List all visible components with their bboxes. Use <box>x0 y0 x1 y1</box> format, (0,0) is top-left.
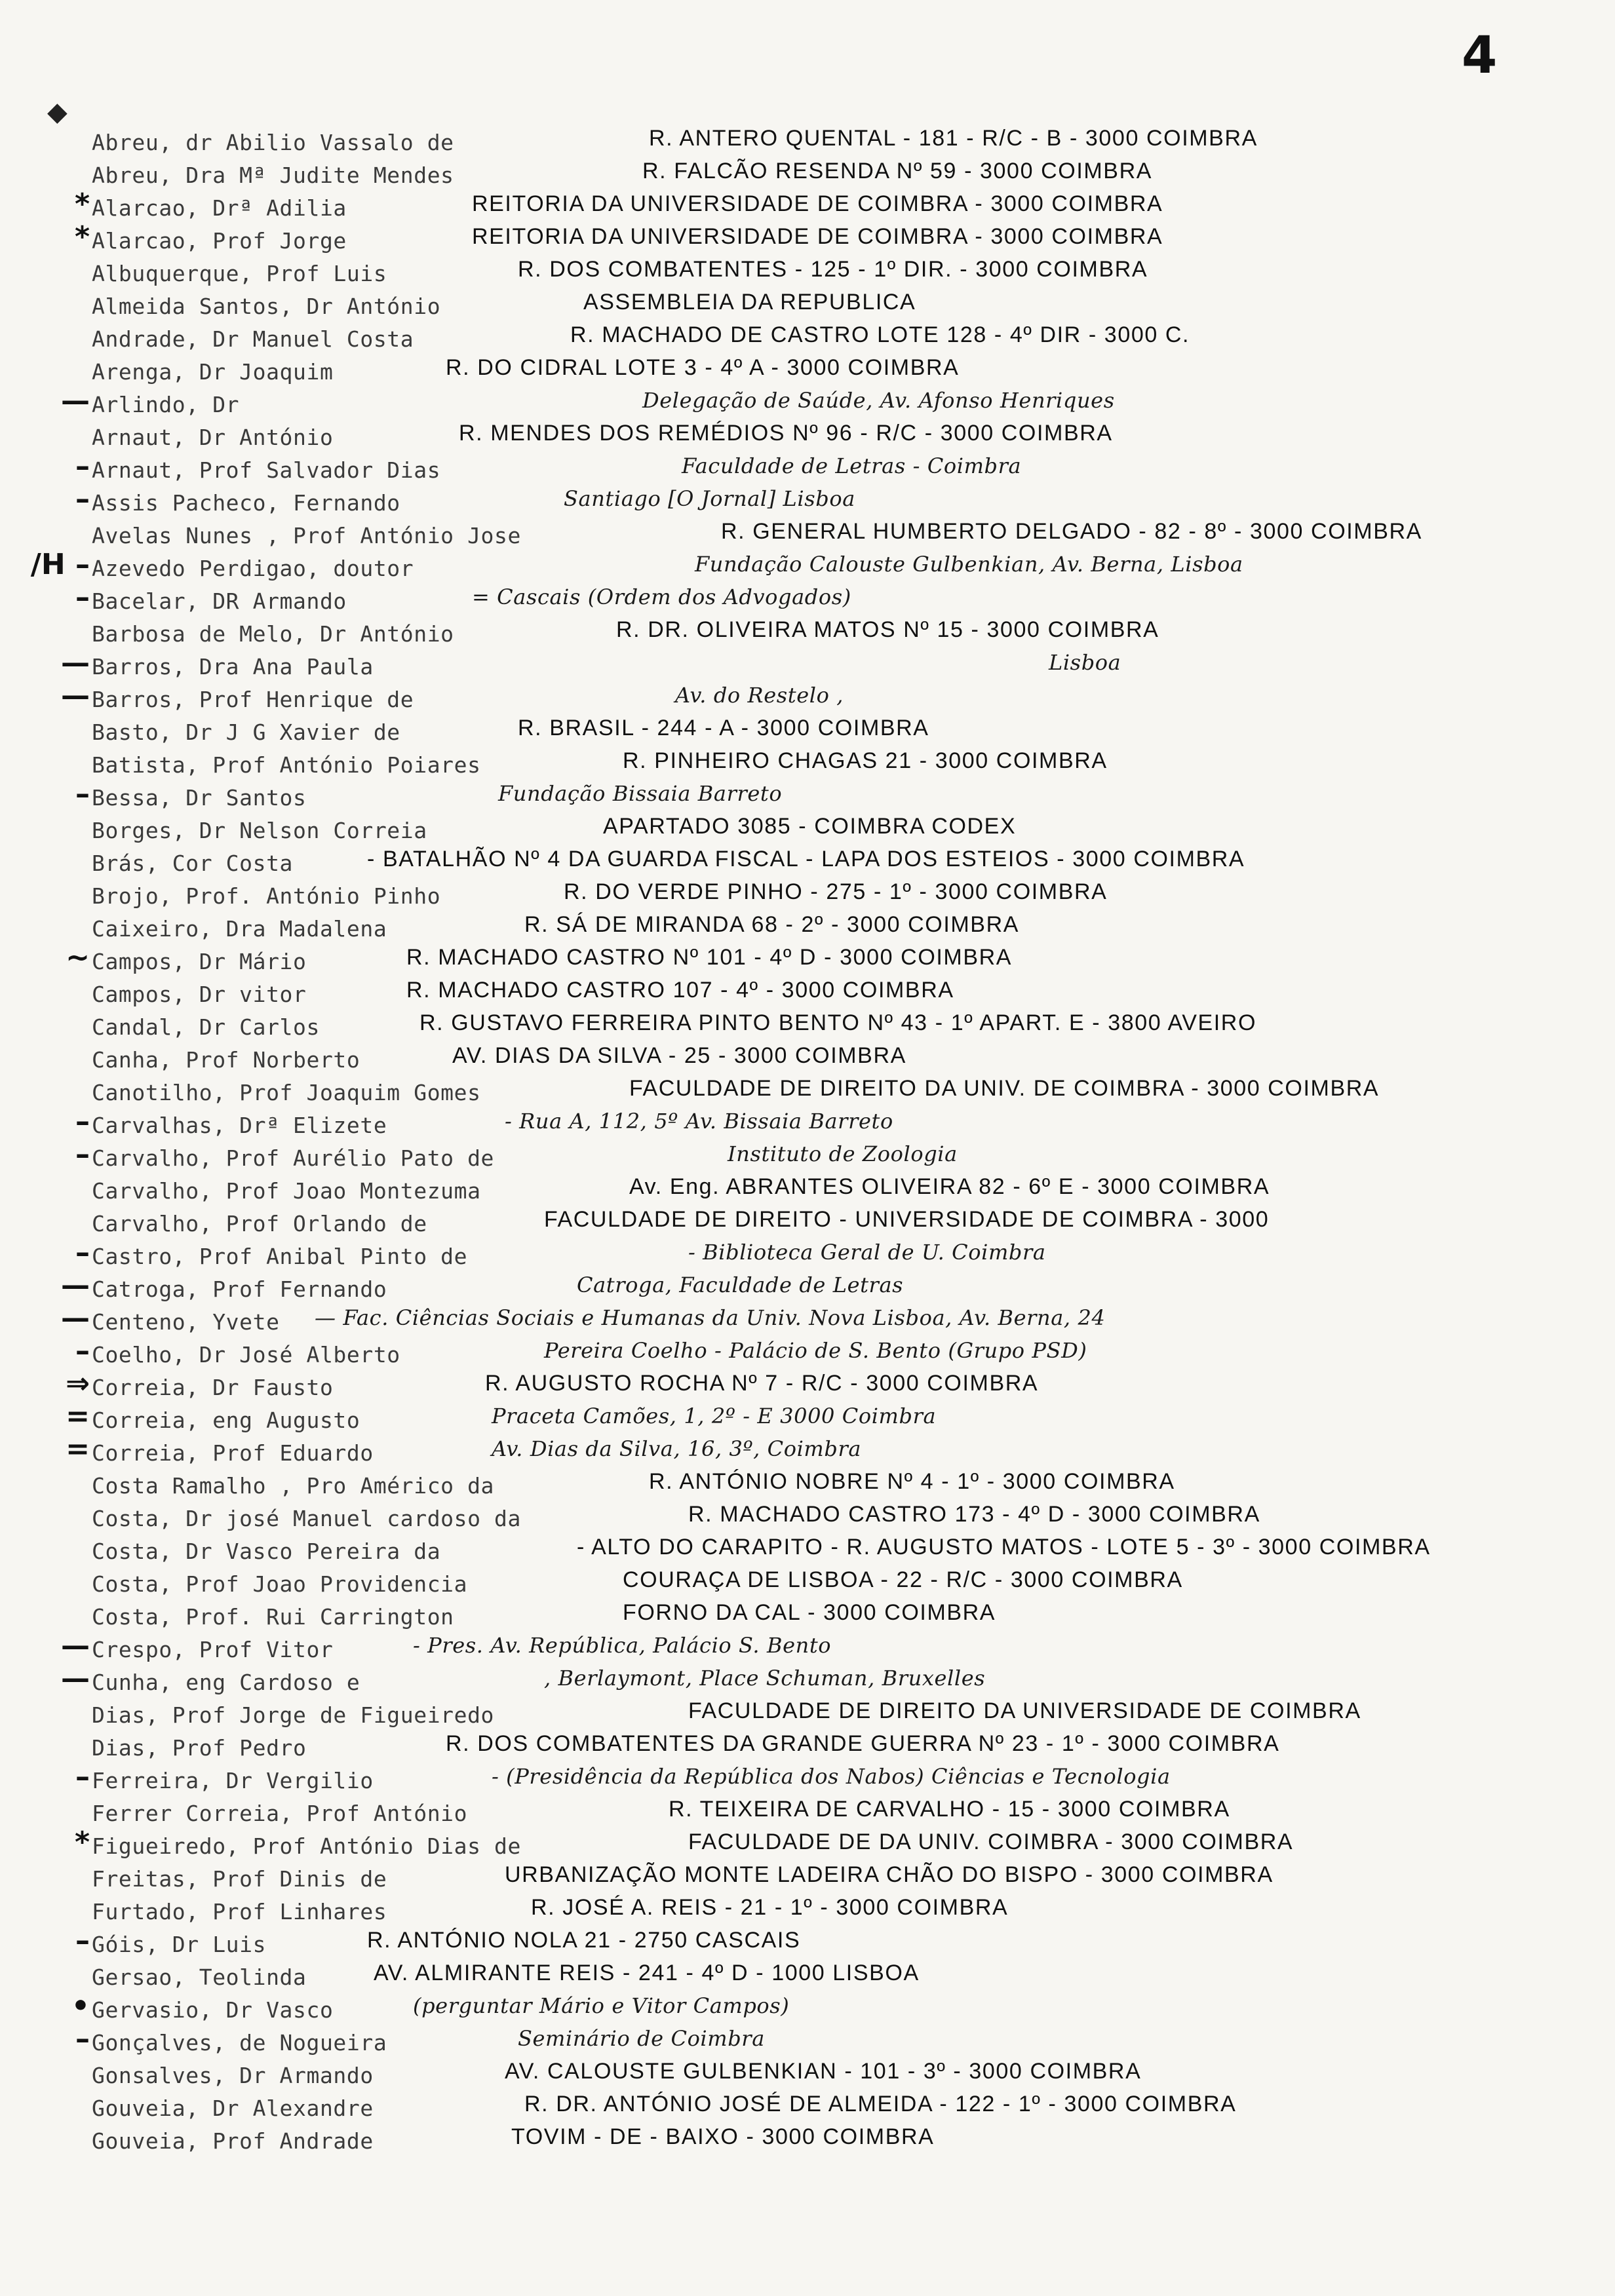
typed-name: Assis Pacheco, Fernando <box>92 490 400 516</box>
typed-name: Figueiredo, Prof António Dias de <box>92 1833 521 1859</box>
handwritten-address: FACULDADE DE DIREITO - UNIVERSIDADE DE COIMBRA - 3000 <box>544 1207 1270 1232</box>
handwritten-address: APARTADO 3085 - COIMBRA CODEX <box>603 814 1017 839</box>
list-item <box>0 2124 1615 2157</box>
list-item <box>0 257 1615 290</box>
list-item <box>0 716 1615 748</box>
handwritten-address: - Biblioteca Geral de U. Coimbra <box>688 1240 1046 1265</box>
typed-name: Avelas Nunes , Prof António Jose <box>92 523 521 548</box>
typed-name: Brojo, Prof. António Pinho <box>92 883 441 909</box>
handwritten-address: R. AUGUSTO ROCHA Nº 7 - R/C - 3000 COIMBRA <box>485 1371 1039 1396</box>
typed-name: Azevedo Perdigao, doutor <box>92 556 414 581</box>
handwritten-address: R. MACHADO CASTRO 173 - 4º D - 3000 COIMBRA <box>688 1502 1260 1527</box>
list-item <box>0 847 1615 879</box>
handwritten-address: R. DOS COMBATENTES DA GRANDE GUERRA Nº 23 - 1º - 3000 COIMBRA <box>446 1731 1280 1756</box>
margin-mark: ⇒ <box>66 1367 90 1400</box>
typed-name: Gouveia, Prof Andrade <box>92 2128 374 2154</box>
typed-name: Canotilho, Prof Joaquim Gomes <box>92 1080 481 1105</box>
list-item <box>0 1760 1615 1797</box>
handwritten-address: R. DO CIDRAL LOTE 3 - 4º A - 3000 COIMBRA <box>446 355 960 380</box>
list-item <box>0 1174 1615 1207</box>
typed-name: Costa, Prof. Rui Carrington <box>92 1604 454 1630</box>
typed-name: Costa, Dr Vasco Pereira da <box>92 1539 441 1564</box>
list-item <box>0 617 1615 650</box>
list-item <box>0 187 1615 224</box>
typed-name: Correia, Dr Fausto <box>92 1375 334 1400</box>
list-item <box>0 1924 1615 1961</box>
margin-mark: /H – <box>30 548 90 581</box>
list-item <box>0 1301 1615 1338</box>
address-list <box>0 126 1615 2157</box>
list-item <box>0 482 1615 519</box>
handwritten-address: - Rua A, 112, 5º Av. Bissaia Barreto <box>505 1109 893 1134</box>
list-item <box>0 581 1615 617</box>
margin-mark: — <box>61 1301 90 1335</box>
list-item <box>0 1600 1615 1633</box>
handwritten-address: R. ANTERO QUENTAL - 181 - R/C - B - 3000 COIMBRA <box>649 126 1258 151</box>
handwritten-address: R. FALCÃO RESENDA Nº 59 - 3000 COIMBRA <box>642 159 1153 183</box>
handwritten-address: (perguntar Mário e Vitor Campos) <box>413 1993 790 2018</box>
margin-mark: – <box>75 1105 90 1138</box>
handwritten-address: - (Presidência da República dos Nabos) Ciências e Tecnologia <box>492 1764 1171 1789</box>
typed-name: Centeno, Yvete <box>92 1309 280 1335</box>
handwritten-address: R. BRASIL - 244 - A - 3000 COIMBRA <box>518 716 929 740</box>
handwritten-address: R. DO VERDE PINHO - 275 - 1º - 3000 COIMBRA <box>564 879 1108 904</box>
handwritten-address: Seminário de Coimbra <box>518 2026 765 2051</box>
margin-mark: ~ <box>66 941 90 974</box>
typed-name: Gervasio, Dr Vasco <box>92 1997 334 2023</box>
handwritten-address: R. MACHADO CASTRO 107 - 4º - 3000 COIMBRA <box>406 978 954 1003</box>
margin-mark: – <box>75 1924 90 1957</box>
corner-mark: ◆ <box>47 97 68 127</box>
typed-name: Dias, Prof Pedro <box>92 1735 307 1761</box>
list-item <box>0 1862 1615 1895</box>
typed-name: Abreu, dr Abilio Vassalo de <box>92 130 454 155</box>
list-item <box>0 421 1615 453</box>
list-item <box>0 1334 1615 1371</box>
typed-name: Correia, eng Augusto <box>92 1407 360 1433</box>
typed-name: Correia, Prof Eduardo <box>92 1440 374 1466</box>
typed-name: Bessa, Dr Santos <box>92 785 307 811</box>
handwritten-address: AV. DIAS DA SILVA - 25 - 3000 COIMBRA <box>452 1043 906 1068</box>
list-item <box>0 322 1615 355</box>
margin-mark: – <box>75 777 90 811</box>
margin-mark: – <box>75 581 90 614</box>
typed-name: Gersao, Teolinda <box>92 1964 307 1990</box>
typed-name: Carvalho, Prof Joao Montezuma <box>92 1178 481 1204</box>
margin-mark: — <box>61 646 90 679</box>
handwritten-address: Av. Dias da Silva, 16, 3º, Coimbra <box>492 1436 862 1461</box>
list-item <box>0 1535 1615 1567</box>
list-item <box>0 450 1615 486</box>
typed-name: Campos, Dr vitor <box>92 982 307 1007</box>
margin-mark: = <box>66 1400 90 1433</box>
typed-name: Gonsalves, Dr Armando <box>92 2063 374 2088</box>
handwritten-address: R. SÁ DE MIRANDA 68 - 2º - 3000 COIMBRA <box>524 912 1020 937</box>
typed-name: Góis, Dr Luis <box>92 1932 267 1957</box>
list-item <box>0 1961 1615 1993</box>
typed-name: Ferreira, Dr Vergilio <box>92 1768 374 1793</box>
list-item <box>0 1010 1615 1043</box>
list-item <box>0 646 1615 683</box>
list-item <box>0 1989 1615 2026</box>
handwritten-address: R. DR. ANTÓNIO JOSÉ DE ALMEIDA - 122 - 1º - 3000 COIMBRA <box>524 2092 1237 2116</box>
list-item <box>0 1400 1615 1436</box>
list-item <box>0 1731 1615 1764</box>
typed-name: Alarcao, Prof Jorge <box>92 228 347 254</box>
typed-name: Abreu, Dra Mª Judite Mendes <box>92 163 454 188</box>
list-item <box>0 159 1615 191</box>
handwritten-address: Praceta Camões, 1, 2º - E 3000 Coimbra <box>492 1404 937 1428</box>
margin-mark: — <box>61 1269 90 1302</box>
typed-name: Arnaut, Dr António <box>92 425 334 450</box>
typed-name: Carvalho, Prof Orlando de <box>92 1211 427 1236</box>
handwritten-address: = Cascais (Ordem dos Advogados) <box>472 584 851 609</box>
handwritten-address: , Berlaymont, Place Schuman, Bruxelles <box>544 1666 986 1691</box>
typed-name: Cunha, eng Cardoso e <box>92 1670 360 1695</box>
list-item <box>0 1367 1615 1404</box>
typed-name: Batista, Prof António Poiares <box>92 752 481 778</box>
handwritten-address: R. GENERAL HUMBERTO DELGADO - 82 - 8º - 3000 COIMBRA <box>721 519 1422 544</box>
typed-name: Crespo, Prof Vitor <box>92 1637 334 1662</box>
handwritten-address: Santiago [O Jornal] Lisboa <box>564 486 855 511</box>
list-item <box>0 879 1615 912</box>
list-item <box>0 1662 1615 1698</box>
list-item <box>0 1043 1615 1076</box>
typed-name: Freitas, Prof Dinis de <box>92 1866 387 1892</box>
typed-name: Barbosa de Melo, Dr António <box>92 621 454 647</box>
handwritten-address: Av. do Restelo , <box>675 683 844 708</box>
list-item <box>0 1469 1615 1502</box>
typed-name: Almeida Santos, Dr António <box>92 294 441 319</box>
handwritten-address: FACULDADE DE DIREITO DA UNIV. DE COIMBRA - 3000 COIMBRA <box>629 1076 1380 1101</box>
list-item <box>0 777 1615 814</box>
handwritten-address: REITORIA DA UNIVERSIDADE DE COIMBRA - 3000 COIMBRA <box>472 191 1163 216</box>
list-item <box>0 1432 1615 1469</box>
handwritten-address: Pereira Coelho - Palácio de S. Bento (Grupo PSD) <box>544 1338 1087 1363</box>
handwritten-address: Faculdade de Letras - Coimbra <box>682 453 1022 478</box>
typed-name: Albuquerque, Prof Luis <box>92 261 387 286</box>
handwritten-address: Fundação Calouste Gulbenkian, Av. Berna, Lisboa <box>695 552 1243 577</box>
list-item <box>0 748 1615 781</box>
typed-name: Furtado, Prof Linhares <box>92 1899 387 1924</box>
handwritten-address: R. TEIXEIRA DE CARVALHO - 15 - 3000 COIMBRA <box>669 1797 1230 1822</box>
typed-name: Carvalho, Prof Aurélio Pato de <box>92 1145 495 1171</box>
typed-name: Brás, Cor Costa <box>92 851 294 876</box>
typed-name: Costa, Prof Joao Providencia <box>92 1571 468 1597</box>
typed-name: Borges, Dr Nelson Correia <box>92 818 427 843</box>
list-item <box>0 941 1615 978</box>
handwritten-address: Av. Eng. ABRANTES OLIVEIRA 82 - 6º E - 3000 COIMBRA <box>629 1174 1270 1199</box>
list-item <box>0 1698 1615 1731</box>
list-item <box>0 290 1615 322</box>
list-item <box>0 1629 1615 1666</box>
typed-name: Canha, Prof Norberto <box>92 1047 360 1073</box>
margin-mark: — <box>61 384 90 417</box>
typed-name: Candal, Dr Carlos <box>92 1014 320 1040</box>
typed-name: Arenga, Dr Joaquim <box>92 359 334 385</box>
list-item <box>0 1207 1615 1240</box>
margin-mark: – <box>75 450 90 483</box>
typed-name: Castro, Prof Anibal Pinto de <box>92 1244 468 1269</box>
handwritten-address: Fundação Bissaia Barreto <box>498 781 783 806</box>
page-number: 4 <box>1462 26 1498 85</box>
handwritten-address: R. ANTÓNIO NOBRE Nº 4 - 1º - 3000 COIMBRA <box>649 1469 1175 1494</box>
margin-mark: — <box>61 1662 90 1695</box>
handwritten-address: AV. ALMIRANTE REIS - 241 - 4º D - 1000 LISBOA <box>374 1961 920 1985</box>
handwritten-address: COURAÇA DE LISBOA - 22 - R/C - 3000 COIMBRA <box>623 1567 1183 1592</box>
list-item <box>0 978 1615 1010</box>
handwritten-address: REITORIA DA UNIVERSIDADE DE COIMBRA - 3000 COIMBRA <box>472 224 1163 249</box>
handwritten-address: R. MACHADO DE CASTRO LOTE 128 - 4º DIR - 3000 C. <box>570 322 1190 347</box>
list-item <box>0 1269 1615 1305</box>
handwritten-address: — Fac. Ciências Sociais e Humanas da Univ. Nova Lisboa, Av. Berna, 24 <box>315 1305 1106 1330</box>
list-item <box>0 548 1615 584</box>
margin-mark: — <box>61 679 90 712</box>
handwritten-address: FACULDADE DE DIREITO DA UNIVERSIDADE DE COIMBRA <box>688 1698 1361 1723</box>
typed-name: Bacelar, DR Armando <box>92 588 347 614</box>
margin-mark: • <box>71 1989 90 2023</box>
margin-mark: * <box>74 187 90 221</box>
handwritten-address: - BATALHÃO Nº 4 DA GUARDA FISCAL - LAPA DOS ESTEIOS - 3000 COIMBRA <box>367 847 1245 871</box>
handwritten-address: Lisboa <box>1049 650 1121 675</box>
list-item <box>0 126 1615 159</box>
handwritten-address: FACULDADE DE DA UNIV. COIMBRA - 3000 COIMBRA <box>688 1829 1294 1854</box>
margin-mark: – <box>75 1334 90 1368</box>
typed-name: Basto, Dr J G Xavier de <box>92 719 400 745</box>
list-item <box>0 384 1615 421</box>
list-item <box>0 2022 1615 2059</box>
list-item <box>0 679 1615 716</box>
handwritten-address: R. MACHADO CASTRO Nº 101 - 4º D - 3000 COIMBRA <box>406 945 1013 970</box>
margin-mark: – <box>75 1236 90 1269</box>
handwritten-address: R. GUSTAVO FERREIRA PINTO BENTO Nº 43 - 1º APART. E - 3800 AVEIRO <box>419 1010 1256 1035</box>
typed-name: Dias, Prof Jorge de Figueiredo <box>92 1702 495 1728</box>
list-item <box>0 1105 1615 1141</box>
list-item <box>0 1797 1615 1829</box>
typed-name: Gonçalves, de Nogueira <box>92 2030 387 2056</box>
margin-mark: = <box>66 1432 90 1466</box>
handwritten-address: AV. CALOUSTE GULBENKIAN - 101 - 3º - 3000 COIMBRA <box>505 2059 1142 2084</box>
list-item <box>0 1567 1615 1600</box>
handwritten-address: Instituto de Zoologia <box>728 1141 958 1166</box>
margin-mark: – <box>75 1138 90 1171</box>
list-item <box>0 519 1615 552</box>
margin-mark: – <box>75 2022 90 2056</box>
handwritten-address: ASSEMBLEIA DA REPUBLICA <box>583 290 916 315</box>
handwritten-address: URBANIZAÇÃO MONTE LADEIRA CHÃO DO BISPO - 3000 COIMBRA <box>505 1862 1274 1887</box>
typed-name: Costa, Dr josé Manuel cardoso da <box>92 1506 521 1531</box>
typed-name: Barros, Prof Henrique de <box>92 687 414 712</box>
typed-name: Andrade, Dr Manuel Costa <box>92 326 414 352</box>
list-item <box>0 1502 1615 1535</box>
handwritten-address: Catroga, Faculdade de Letras <box>577 1272 904 1297</box>
typed-name: Alarcao, Drª Adilia <box>92 195 347 221</box>
typed-name: Caixeiro, Dra Madalena <box>92 916 387 942</box>
list-item <box>0 1826 1615 1862</box>
typed-name: Costa Ramalho , Pro Américo da <box>92 1473 495 1499</box>
list-item <box>0 1895 1615 1928</box>
list-item <box>0 1138 1615 1174</box>
list-item <box>0 814 1615 847</box>
handwritten-address: R. PINHEIRO CHAGAS 21 - 3000 COIMBRA <box>623 748 1108 773</box>
typed-name: Campos, Dr Mário <box>92 949 307 974</box>
margin-mark: – <box>75 1760 90 1793</box>
typed-name: Arlindo, Dr <box>92 392 240 417</box>
typed-name: Ferrer Correia, Prof António <box>92 1801 468 1826</box>
handwritten-address: R. JOSÉ A. REIS - 21 - 1º - 3000 COIMBRA <box>531 1895 1009 1920</box>
handwritten-address: R. DR. OLIVEIRA MATOS Nº 15 - 3000 COIMBRA <box>616 617 1159 642</box>
list-item <box>0 2092 1615 2124</box>
list-item <box>0 2059 1615 2092</box>
margin-mark: * <box>74 220 90 254</box>
handwritten-address: R. ANTÓNIO NOLA 21 - 2750 CASCAIS <box>367 1928 801 1953</box>
handwritten-address: R. DOS COMBATENTES - 125 - 1º DIR. - 3000 COIMBRA <box>518 257 1148 282</box>
list-item <box>0 355 1615 388</box>
handwritten-address: TOVIM - DE - BAIXO - 3000 COIMBRA <box>511 2124 935 2149</box>
handwritten-address: R. MENDES DOS REMÉDIOS Nº 96 - R/C - 3000 COIMBRA <box>459 421 1113 446</box>
list-item <box>0 1236 1615 1272</box>
handwritten-address: - ALTO DO CARAPITO - R. AUGUSTO MATOS - LOTE 5 - 3º - 3000 COIMBRA <box>577 1535 1431 1559</box>
typed-name: Catroga, Prof Fernando <box>92 1276 387 1302</box>
handwritten-address: Delegação de Saúde, Av. Afonso Henriques <box>642 388 1115 413</box>
list-item <box>0 220 1615 257</box>
typed-name: Barros, Dra Ana Paula <box>92 654 374 679</box>
list-item <box>0 912 1615 945</box>
margin-mark: – <box>75 482 90 516</box>
list-item <box>0 1076 1615 1109</box>
handwritten-address: - Pres. Av. República, Palácio S. Bento <box>413 1633 832 1658</box>
margin-mark: — <box>61 1629 90 1662</box>
typed-name: Gouveia, Dr Alexandre <box>92 2095 374 2121</box>
typed-name: Coelho, Dr José Alberto <box>92 1342 400 1368</box>
handwritten-address: FORNO DA CAL - 3000 COIMBRA <box>623 1600 996 1625</box>
typed-name: Arnaut, Prof Salvador Dias <box>92 457 441 483</box>
margin-mark: * <box>74 1826 90 1859</box>
typed-name: Carvalhas, Drª Elizete <box>92 1113 387 1138</box>
